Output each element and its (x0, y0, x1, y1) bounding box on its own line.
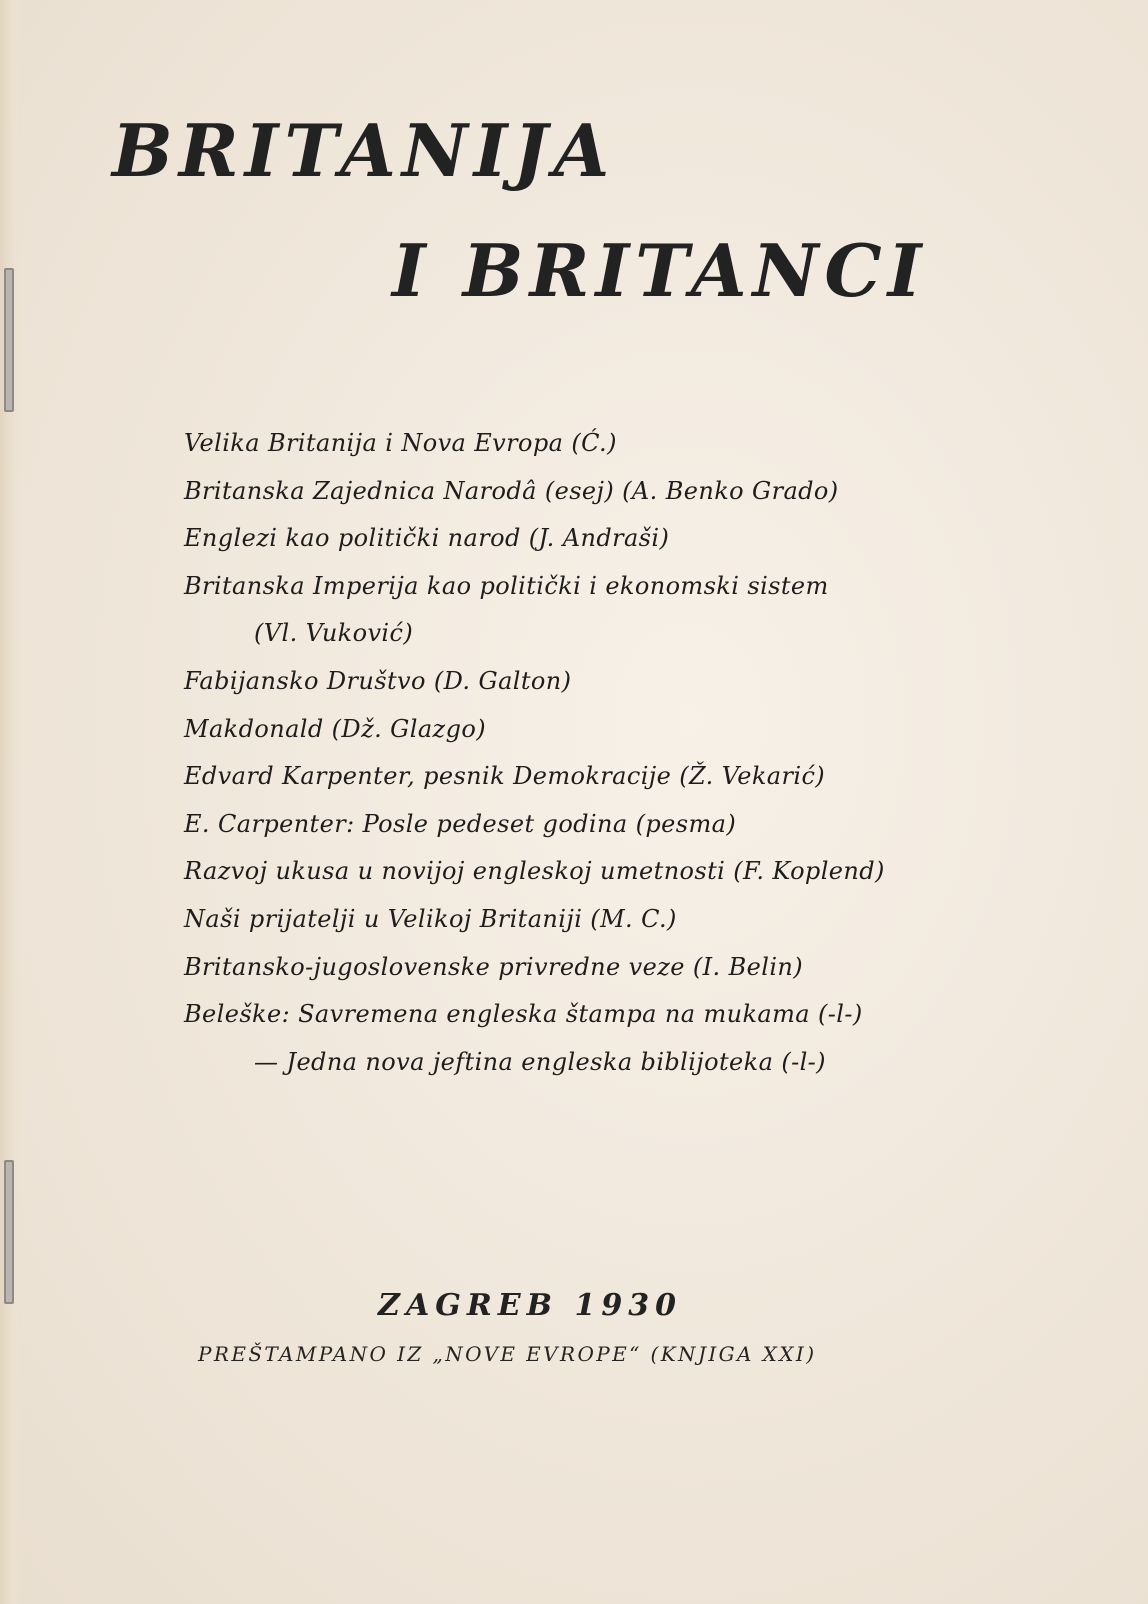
binding-edge (0, 0, 22, 1604)
imprint-place-year (0, 1288, 1148, 1323)
contents-entry: E. Carpenter: Posle pedeset godina (pesma) (184, 809, 737, 838)
title-line-1: BRITANIJA (112, 108, 616, 193)
contents-entry: Britanska Imperija kao politički i ekonomski sistem (184, 571, 829, 600)
contents-entry-continuation: (Vl. Vuković) (254, 619, 414, 648)
contents-entry: Beleške: Savremena engleska štampa na mukama (-l-) (184, 1000, 863, 1029)
contents-entry: Britanska Zajednica Narodâ (esej) (A. Benko Grado) (184, 476, 839, 505)
table-of-contents (184, 420, 984, 1086)
contents-entry: Englezi kao politički narod (J. Andraši) (184, 524, 670, 553)
contents-entry: Razvoj ukusa u novijoj engleskoj umetnosti (F. Koplend) (184, 857, 885, 886)
staple-top (4, 268, 14, 412)
contents-entry: Makdonald (Dž. Glazgo) (184, 714, 486, 743)
contents-entry: Naši prijatelji u Velikoj Britaniji (M. C.) (184, 904, 677, 933)
contents-entry: Velika Britanija i Nova Evropa (Ć.) (184, 429, 617, 457)
contents-entry: Edvard Karpenter, pesnik Demokracije (Ž. Vekarić) (184, 762, 826, 791)
contents-entry-continuation: — Jedna nova jeftina engleska biblijoteka (-l-) (254, 1047, 826, 1076)
imprint-place-year-text: ZAGREB 1930 (378, 1288, 682, 1323)
imprint-reprint-note: PREŠTAMPANO IZ „NOVE EVROPE“ (KNJIGA XXI) (198, 1342, 817, 1366)
title-line-2: I BRITANCI (392, 228, 928, 313)
contents-entry: Fabijansko Društvo (D. Galton) (184, 666, 572, 695)
staple-bottom (4, 1160, 14, 1304)
contents-entry: Britansko-jugoslovenske privredne veze (I. Belin) (184, 952, 804, 981)
